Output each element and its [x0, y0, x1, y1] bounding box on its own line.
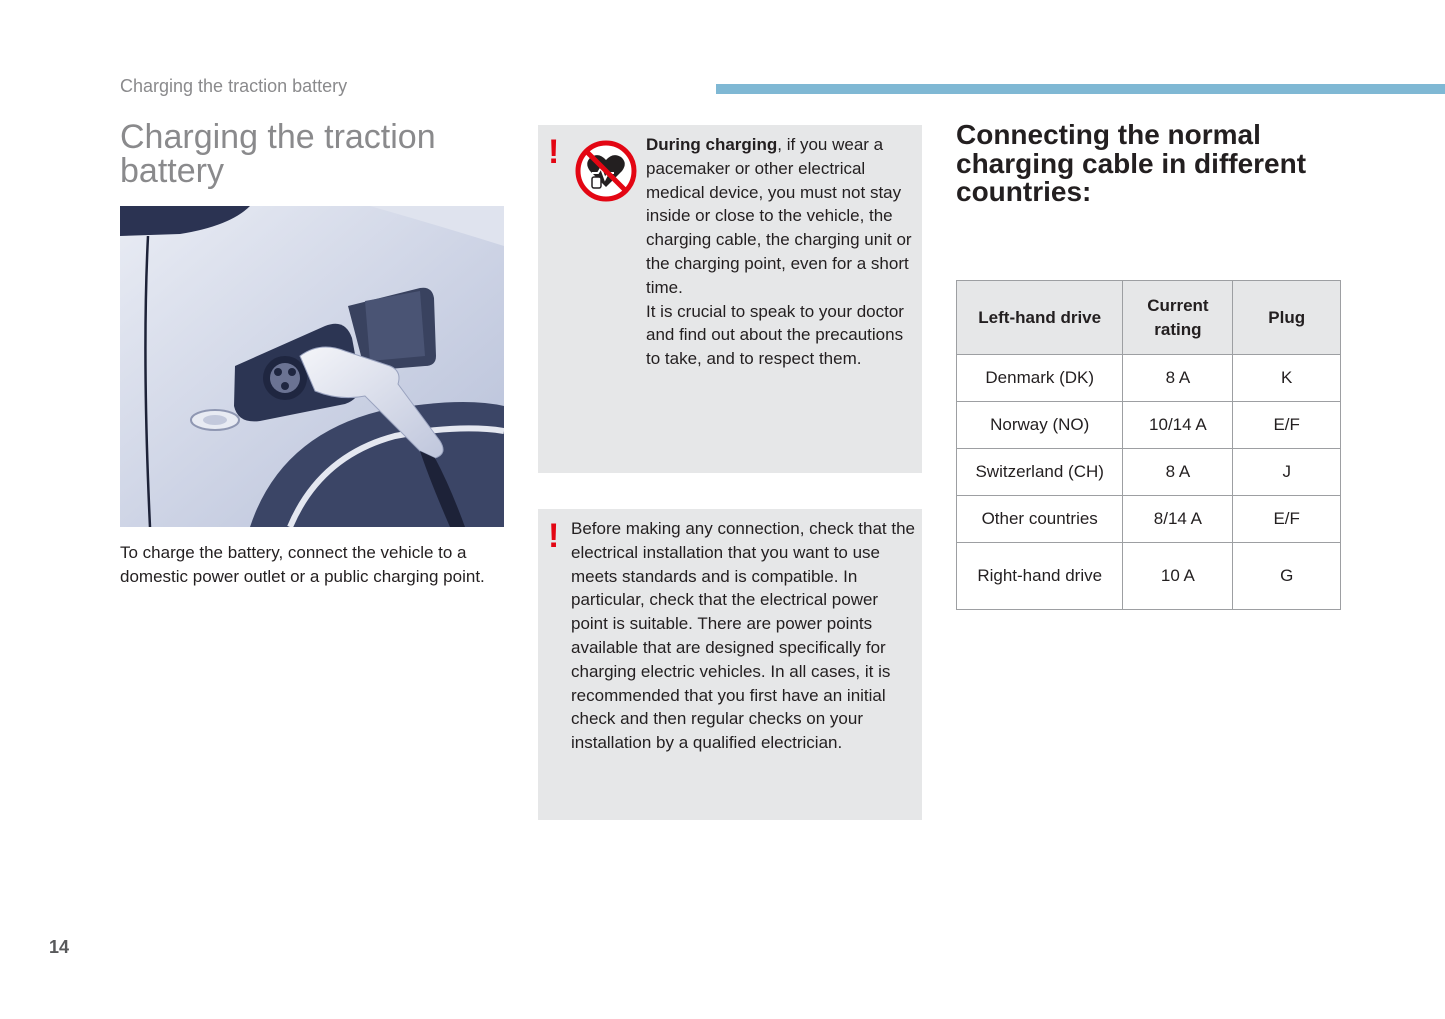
header-current-rating: Current rating	[1123, 281, 1233, 355]
table-row	[957, 543, 1341, 610]
section-title: Connecting the normal charging cable in different countries:	[956, 119, 1307, 207]
warning-exclamation-icon: !	[548, 133, 560, 171]
running-header: Charging the traction battery	[120, 76, 348, 96]
plug-cell: K	[1233, 355, 1341, 402]
table-row	[957, 355, 1341, 402]
pacemaker-warning-text	[646, 133, 912, 371]
page-title: Charging the traction battery	[120, 118, 436, 190]
plug-cell: G	[1233, 543, 1341, 610]
country-cell: Other countries	[957, 496, 1123, 543]
current-cell: 8 A	[1123, 355, 1233, 402]
table-row	[957, 496, 1341, 543]
header-plug: Plug	[1233, 281, 1341, 355]
table-row	[957, 402, 1341, 449]
pacemaker-warning-box	[538, 125, 922, 473]
installation-warning-text: Before making any connection, check that the electrical installation that you want to use meets standards and is compatible. In particular, check that the electrical power point is suitable. There are power points available that are designed specifically for charging electric vehicles. In all cases, it is recommended that you first have an initial check and then regular checks on your installation by a qualified electrician.	[571, 519, 915, 753]
installation-warning-box	[538, 509, 922, 820]
plug-table	[956, 280, 1341, 610]
country-cell: Right-hand drive	[957, 543, 1123, 610]
table-header-row	[957, 281, 1341, 355]
table-row	[957, 449, 1341, 496]
header-accent-bar	[716, 84, 1445, 94]
plug-cell: E/F	[1233, 496, 1341, 543]
current-cell: 10 A	[1123, 543, 1233, 610]
country-cell: Switzerland (CH)	[957, 449, 1123, 496]
charging-photo	[120, 206, 504, 527]
current-cell: 10/14 A	[1123, 402, 1233, 449]
warning-text-part2: It is crucial to speak to your doctor and find out about the precautions to take, and to respect them.	[646, 301, 904, 369]
current-cell: 8 A	[1123, 449, 1233, 496]
page-number: 14	[49, 937, 70, 957]
plug-cell: E/F	[1233, 402, 1341, 449]
country-cell: Norway (NO)	[957, 402, 1123, 449]
header-left-hand-drive: Left-hand drive	[957, 281, 1123, 355]
charging-connector-illustration	[120, 206, 504, 527]
warning-text-part1: , if you wear a pacemaker or other electrical medical device, you must not stay inside or close to the vehicle, the charging cable, the charging unit or the charging point, even for a short time.	[646, 135, 912, 297]
country-cell: Denmark (DK)	[957, 355, 1123, 402]
warning-bold-lead: During charging	[646, 135, 778, 154]
intro-text: To charge the battery, connect the vehicle to a domestic power outlet or a public charging point.	[120, 543, 485, 586]
current-cell: 8/14 A	[1123, 496, 1233, 543]
warning-exclamation-icon: !	[548, 517, 560, 555]
no-pacemaker-icon	[574, 139, 638, 203]
plug-cell: J	[1233, 449, 1341, 496]
